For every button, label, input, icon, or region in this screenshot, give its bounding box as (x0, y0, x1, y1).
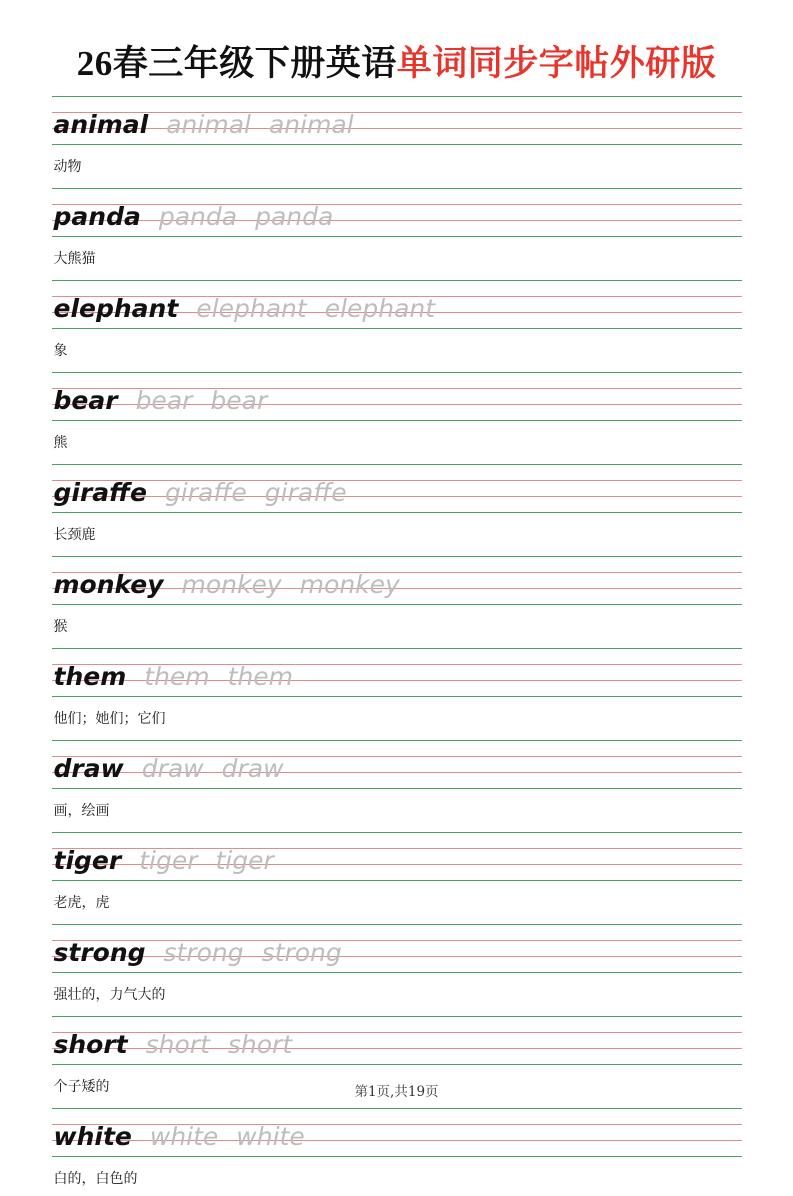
word-meaning: 个子矮的 (53, 1079, 110, 1095)
word-sample: bear (53, 385, 118, 415)
handwriting-staff (52, 280, 742, 332)
word-sample: white (53, 1121, 132, 1151)
word-trace-2: animal (268, 109, 354, 139)
handwriting-staff (52, 556, 742, 608)
word-entry (52, 464, 742, 552)
practice-sheet (52, 96, 742, 1196)
word-meaning: 熊 (53, 435, 68, 451)
word-entry (52, 924, 742, 1012)
word-meaning: 长颈鹿 (53, 527, 96, 543)
word-entry (52, 556, 742, 644)
word-entry (52, 1108, 742, 1196)
word-trace-2: elephant (324, 293, 436, 323)
word-trace-1: giraffe (164, 477, 247, 507)
word-meaning: 强壮的，力气大的 (53, 987, 166, 1003)
word-sample: strong (53, 937, 146, 967)
word-sample: tiger (53, 845, 122, 875)
word-sample: draw (53, 753, 124, 783)
page-title-black-part: 26春三年级下册英语 (76, 44, 397, 83)
word-entry (52, 740, 742, 828)
word-row (52, 280, 436, 332)
word-row (52, 556, 400, 608)
word-trace-2: monkey (299, 569, 400, 599)
handwriting-staff (52, 740, 742, 792)
word-sample: them (53, 661, 127, 691)
handwriting-staff (52, 96, 742, 148)
word-meaning: 象 (53, 343, 68, 359)
word-row (52, 924, 342, 976)
word-trace-1: tiger (139, 845, 198, 875)
word-trace-1: white (149, 1121, 219, 1151)
word-row (52, 740, 284, 792)
word-trace-2: tiger (215, 845, 274, 875)
word-row (52, 1108, 305, 1160)
word-entry (52, 832, 742, 920)
word-row (52, 464, 347, 516)
handwriting-staff (52, 464, 742, 516)
word-trace-1: bear (135, 385, 193, 415)
word-meaning: 大熊猫 (53, 251, 96, 267)
word-meaning: 他们；她们；它们 (53, 711, 166, 727)
word-trace-1: animal (166, 109, 251, 139)
word-trace-1: elephant (196, 293, 307, 323)
word-meaning: 白的，白色的 (53, 1171, 138, 1187)
word-trace-2: draw (221, 753, 284, 783)
word-trace-2: them (227, 661, 294, 691)
handwriting-staff (52, 832, 742, 884)
page-title (0, 0, 793, 92)
word-trace-2: giraffe (264, 477, 347, 507)
handwriting-staff (52, 1016, 742, 1068)
word-row (52, 648, 294, 700)
handwriting-staff (52, 1108, 742, 1160)
word-trace-2: strong (261, 937, 342, 967)
handwriting-staff (52, 372, 742, 424)
word-row (52, 96, 354, 148)
word-meaning: 动物 (53, 159, 82, 175)
word-meaning: 老虎，虎 (53, 895, 110, 911)
page-footer: 第1页,共19页 (354, 1084, 439, 1100)
page-title-red-part: 单词同步字帖外研版 (396, 44, 717, 83)
word-row (52, 372, 268, 424)
word-sample: monkey (53, 569, 164, 599)
word-trace-1: monkey (181, 569, 282, 599)
word-sample: short (53, 1029, 128, 1059)
word-trace-1: draw (141, 753, 204, 783)
word-trace-1: strong (163, 937, 244, 967)
handwriting-staff (52, 924, 742, 976)
word-row (52, 188, 334, 240)
word-entry (52, 648, 742, 736)
word-entry (52, 96, 742, 184)
word-meaning: 画，绘画 (53, 803, 110, 819)
word-row (52, 832, 274, 884)
handwriting-staff (52, 648, 742, 700)
word-trace-2: short (227, 1029, 293, 1059)
word-trace-2: panda (255, 201, 334, 231)
word-entry (52, 280, 742, 368)
word-sample: panda (53, 201, 141, 231)
word-row (52, 1016, 293, 1068)
handwriting-staff (52, 188, 742, 240)
word-sample: elephant (53, 293, 179, 323)
word-meaning: 猴 (53, 619, 68, 635)
word-trace-1: short (145, 1029, 210, 1059)
word-trace-2: bear (210, 385, 268, 415)
word-trace-1: them (144, 661, 210, 691)
word-entry (52, 372, 742, 460)
word-sample: giraffe (53, 477, 147, 507)
word-entry (52, 188, 742, 276)
word-trace-2: white (236, 1121, 305, 1151)
word-trace-1: panda (158, 201, 238, 231)
word-sample: animal (53, 109, 149, 139)
